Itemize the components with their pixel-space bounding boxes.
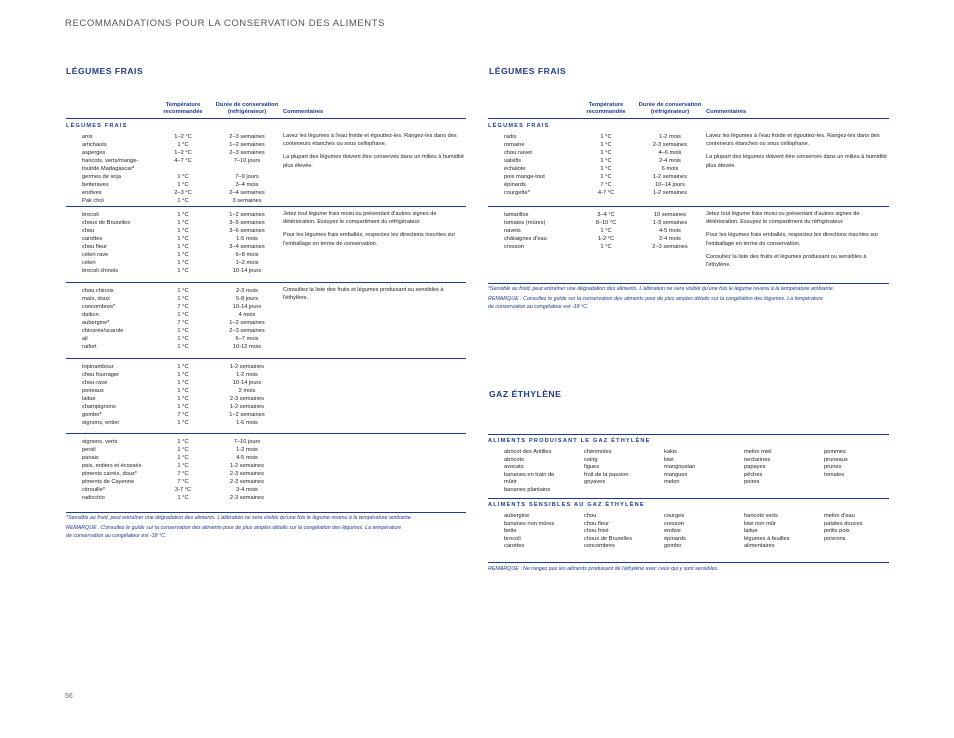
vegetable-name: germes de soja: [82, 174, 121, 180]
temperature-value: 1 °C: [177, 463, 189, 469]
duration-value: 1-2 semaines: [652, 190, 688, 196]
temperature-value: 1 °C: [177, 182, 189, 188]
list-item: papayes: [744, 464, 766, 471]
duration-value: 1-2 semaines: [652, 174, 688, 180]
left-freezer-note: REMARQUE : Consultez le guide sur la conservation des aliments pour de plus amples détails sur la congélation des légumes. La température de conservation au congélateur est -18 °C.: [66, 525, 402, 539]
comment-text: Lavez les légumes à l'eau froide et égouttez-les. Rangez-les dans des conteneurs étanches ou sous cellophane.: [283, 133, 457, 148]
list-item: pruneaux: [824, 456, 848, 463]
vegetable-name: tomates (mûres): [504, 220, 546, 226]
list-item: prunes: [824, 464, 842, 471]
duration-value: 1-2 mois: [659, 134, 681, 140]
temperature-value: 8–10 °C: [595, 220, 617, 226]
left-category-label: LÉGUMES FRAIS: [66, 123, 128, 129]
list-item: bananes non mûres: [504, 520, 555, 527]
ethylene-column: [664, 449, 695, 487]
temperature-value: 7 °C: [177, 304, 189, 310]
left-header-rule: [66, 118, 466, 119]
temperature-value: 1 °C: [600, 174, 612, 180]
duration-value: 1–2 semaines: [229, 320, 265, 326]
vegetable-name: céleri rave: [82, 252, 109, 258]
list-item: avocats: [504, 464, 524, 471]
duration-value: 2-3 semaines: [652, 142, 688, 148]
duration-value: 2–3 semaines: [229, 134, 265, 140]
vegetable-name: pois mange-tout: [504, 174, 545, 180]
temperature-value: 7 °C: [177, 320, 189, 326]
list-item: pommes: [824, 449, 846, 455]
vegetable-name: maïs, doux: [82, 296, 110, 302]
duration-value: 6–7 mois: [235, 336, 259, 342]
page-header: RECOMMANDATIONS POUR LA CONSERVATION DES ALIMENTS: [65, 18, 386, 29]
duration-value: 1-2 mois: [236, 447, 258, 453]
list-item: melon d'eau: [824, 513, 855, 519]
list-item: patates douces: [824, 520, 863, 527]
list-item: kiwi: [664, 456, 674, 463]
duration-value: 3-4 mois: [236, 487, 258, 493]
duration-value: 1–2 semaines: [229, 212, 265, 218]
temperature-value: 1 °C: [177, 447, 189, 453]
temperature-value: 7 °C: [177, 471, 189, 477]
left-group-comments: [283, 286, 467, 307]
right-group-comments: [706, 132, 890, 175]
list-item: épinards: [664, 535, 686, 542]
list-item: nectarines: [744, 456, 771, 463]
ethylene-sensitive-rule: [488, 498, 889, 499]
temperature-value: 1 °C: [600, 142, 612, 148]
list-item: carottes: [504, 543, 525, 550]
temperature-value: 1 °C: [177, 439, 189, 445]
duration-value: 3–6 semaines: [229, 228, 265, 234]
vegetable-name: champignons: [82, 404, 116, 410]
list-item: endive: [664, 528, 681, 535]
list-item: melon miel: [744, 449, 772, 455]
temperature-value: 1 °C: [177, 198, 189, 204]
vegetable-name: daikon: [82, 312, 99, 318]
temperature-value: 1 °C: [177, 268, 189, 274]
vegetable-name: panais: [82, 455, 99, 461]
vegetable-name: citrouille*: [82, 487, 106, 493]
duration-value: 1-5 mois: [236, 236, 258, 242]
duration-value: 10-14 jours: [232, 304, 262, 310]
list-item: bananes plantains: [504, 486, 551, 493]
vegetable-name: anis: [82, 134, 93, 140]
ethylene-storage-note: REMARQUE : Ne rangez pas les aliments produisant de l'éthylène avec ceux qui y sont sensibles.: [488, 566, 719, 572]
vegetable-name: radis: [504, 134, 517, 140]
vegetable-name: tamarillos: [504, 212, 529, 218]
list-item: gombo: [664, 543, 682, 550]
ethylene-column: [824, 449, 848, 479]
vegetable-name: asperges: [82, 150, 106, 156]
ethylene-section-title: GAZ ÉTHYLÈNE: [489, 389, 562, 399]
duration-value: 10-12 mois: [232, 344, 262, 350]
left-group-comments: [283, 210, 467, 253]
vegetable-name: chou: [82, 228, 95, 234]
temperature-value: 1–2 °C: [174, 150, 192, 156]
vegetable-name: piments de Cayenne: [82, 479, 135, 485]
list-item: mûrir: [504, 479, 517, 486]
list-item: kakis: [664, 449, 677, 455]
left-cold-sensitive-note: *Sensible au froid, peut entraîner une dégradation des aliments. L'altération ne sera visible qu'une fois le légume revenu à la température ambiante.: [66, 515, 413, 521]
temperature-value: 1 °C: [177, 455, 189, 461]
duration-value: 1-2 mois: [236, 372, 258, 378]
temperature-value: 1 °C: [177, 372, 189, 378]
ethylene-producing-rule: [488, 434, 889, 435]
temperature-value: 1 °C: [177, 142, 189, 148]
duration-value: 1–2 semaines: [229, 412, 265, 418]
list-item: bette: [504, 528, 517, 535]
temperature-value: 1 °C: [177, 344, 189, 350]
vegetable-name: haricots, verts/mange-: [82, 158, 139, 164]
vegetable-name: romaine: [504, 142, 525, 148]
list-item: mangoustan: [664, 464, 696, 471]
vegetable-name: chou fleur: [82, 244, 107, 250]
list-item: brocoli: [504, 535, 521, 542]
ethylene-column: [584, 449, 629, 487]
page-number: 56: [65, 693, 73, 700]
vegetable-name: radicchio: [82, 495, 105, 501]
comment-text: Pour les légumes frais emballés, respectez les directions inscrites sur l'emballage en terme de conservation.: [706, 232, 879, 247]
vegetable-name: brocoli: [82, 212, 99, 218]
duration-value: 1–2 semaines: [229, 142, 265, 148]
list-item: fruit de la passion: [584, 471, 629, 478]
temperature-value: 1 °C: [177, 236, 189, 242]
list-item: abricot des Antilles: [504, 449, 552, 455]
duration-value: 3 semaines: [232, 198, 262, 204]
ethylene-column: [824, 513, 863, 543]
list-item: chou fleur: [584, 520, 609, 527]
temperature-value: 1 °C: [177, 288, 189, 294]
list-item: figues: [584, 464, 600, 471]
ethylene-column: [504, 513, 554, 551]
duration-value: 2–3 semaines: [229, 328, 265, 334]
duration-value: 10 semaines: [653, 212, 687, 218]
temperature-value: 1 °C: [177, 260, 189, 266]
duration-value: 2-4 mois: [659, 158, 681, 164]
temperature-value: 1 °C: [177, 420, 189, 426]
vegetable-name: artichauts: [82, 142, 107, 148]
list-item: mangues: [664, 471, 688, 478]
left-section-title: LÉGUMES FRAIS: [66, 66, 144, 76]
ethylene-sensitive-label: ALIMENTS SENSIBLES AU GAZ ÉTHYLÈNE: [488, 502, 645, 508]
vegetable-name: chou-rave: [82, 380, 108, 386]
temperature-value: 1 °C: [177, 228, 189, 234]
vegetable-name: oignons, verts: [82, 439, 118, 445]
duration-value: 4 mois: [238, 312, 256, 318]
list-item: légumes à feuilles: [744, 535, 790, 542]
temperature-value: 1–2 °C: [174, 134, 192, 140]
temperature-value: 4–7 °C: [174, 158, 192, 164]
right-header-rule: [488, 118, 889, 119]
list-item: petits pois: [824, 528, 850, 535]
ethylene-column: [744, 449, 772, 487]
list-item: haricots verts: [744, 513, 778, 519]
vegetable-name: chicorée/scarole: [82, 328, 124, 334]
right-notes: [488, 286, 898, 314]
vegetable-name: piments carrés, doux*: [82, 471, 138, 477]
list-item: kiwi non mûr: [744, 520, 776, 527]
vegetable-name: raifort: [82, 344, 97, 350]
list-item: poivrons: [824, 535, 846, 542]
duration-value: 6 mois: [661, 166, 679, 172]
list-item: tomates: [824, 471, 845, 478]
vegetable-name: gombo*: [82, 412, 102, 418]
duration-value: 3–4 semaines: [229, 244, 265, 250]
duration-value: 1-2 semaines: [229, 463, 265, 469]
list-item: courges: [664, 513, 685, 519]
temperature-value: 1 °C: [600, 244, 612, 250]
duration-value: 3–4 mois: [235, 182, 259, 188]
right-category-label: LÉGUMES FRAIS: [488, 123, 550, 129]
temperature-value: 4-7 °C: [597, 190, 615, 196]
right-section-title: LÉGUMES FRAIS: [489, 66, 567, 76]
duration-value: 6–8 mois: [235, 252, 259, 258]
duration-value: 2–4 semaines: [229, 190, 265, 196]
right-group-rule: [488, 206, 889, 207]
list-item: goyaves: [584, 479, 606, 486]
temperature-value: 1-2 °C: [597, 236, 615, 242]
temperature-value: 1 °C: [177, 380, 189, 386]
duration-value: 1-2 semaines: [229, 364, 265, 370]
vegetable-name: chou chinois: [82, 288, 114, 294]
temperature-value: 1 °C: [177, 296, 189, 302]
vegetable-name: navets: [504, 228, 521, 234]
list-item: chou frisé: [584, 528, 609, 535]
temperature-value: 7 °C: [177, 412, 189, 418]
list-item: laitue: [744, 528, 758, 535]
vegetable-name: échalote: [504, 166, 526, 172]
duration-value: 4–6 mois: [658, 150, 682, 156]
vegetable-name: laitue: [82, 396, 96, 402]
duration-value: 7–10 jours: [233, 158, 261, 164]
list-item: alimentaires: [744, 543, 775, 550]
temperature-value: 1 °C: [177, 244, 189, 250]
list-item: abricots: [504, 456, 524, 463]
temperature-value: 3-7 °C: [174, 487, 192, 493]
vegetable-name: chou navet: [504, 150, 532, 156]
duration-value: 7–9 jours: [235, 174, 259, 180]
vegetable-name: aubergine*: [82, 320, 110, 326]
list-item: aubergine: [504, 513, 530, 519]
duration-value: 2-4 mois: [659, 236, 681, 242]
vegetable-name: cresson: [504, 244, 524, 250]
temperature-value: 1 °C: [177, 312, 189, 318]
vegetable-name: betteraves: [82, 182, 109, 188]
duration-value: 4-5 mois: [659, 228, 681, 234]
duration-value: 2-3 mois: [236, 288, 258, 294]
temperature-value: 1 °C: [600, 228, 612, 234]
list-item: chérimoles: [584, 449, 612, 455]
left-notes-rule: [66, 512, 466, 513]
temperature-value: 1 °C: [600, 150, 612, 156]
duration-value: 4-5 mois: [236, 455, 258, 461]
duration-value: 2 mois: [238, 388, 256, 394]
right-col-comments-header: Commentaires: [706, 109, 747, 115]
vegetable-name: brocoli chinois: [82, 268, 119, 274]
right-cold-sensitive-note: *Sensible au froid, peut entraîner une dégradation des aliments. L'altération ne sera visible qu'une fois le légume revenu à la température ambiante.: [488, 286, 835, 292]
right-col-duration-header: Durée de conservation (réfrigérateur): [638, 102, 702, 115]
comment-text: Consultez la liste des fruits et légumes produisant ou sensibles à l'éthylène.: [283, 287, 444, 302]
vegetable-name: concombres*: [82, 304, 116, 310]
left-group-rule: [66, 358, 466, 359]
duration-value: 2–3 semaines: [229, 150, 265, 156]
ethylene-note-rule: [488, 562, 889, 563]
right-freezer-note: REMARQUE : Consultez le guide sur la conservation des aliments pour de plus amples détails sur la congélation des légumes. La température de conservation au congélateur est -18 °C.: [488, 296, 824, 310]
duration-value: 1-6 mois: [236, 420, 258, 426]
vegetable-name: chou fourrager: [82, 372, 119, 378]
vegetable-name: carottes: [82, 236, 103, 242]
duration-value: 10-14 jours: [232, 268, 262, 274]
duration-value: 2-3 semaines: [229, 479, 265, 485]
temperature-value: 3–4 °C: [597, 212, 615, 218]
temperature-value: 1 °C: [600, 166, 612, 172]
temperature-value: 1 °C: [177, 495, 189, 501]
ethylene-sensitive-list: [504, 513, 894, 553]
vegetable-name: courgette*: [504, 190, 530, 196]
vegetable-name: tout/de Madagascar*: [82, 166, 135, 172]
vegetable-name: pois, entiers et écossés: [82, 463, 142, 469]
vegetable-name: endives: [82, 190, 102, 196]
left-group-rule: [66, 282, 466, 283]
ethylene-column: [504, 449, 554, 495]
ethylene-column: [584, 513, 632, 551]
duration-value: 1-2 semaines: [229, 404, 265, 410]
temperature-value: 1 °C: [177, 388, 189, 394]
comment-text: La plupart des légumes doivent être conservés dans un milieu à humidité plus élevée.: [706, 154, 887, 169]
ethylene-producing-label: ALIMENTS PRODUISANT LE GAZ ÉTHYLÈNE: [488, 438, 651, 444]
temperature-value: 1 °C: [177, 220, 189, 226]
temperature-value: 1 °C: [177, 174, 189, 180]
vegetable-name: oignons, entier: [82, 420, 120, 426]
list-item: chou: [584, 513, 597, 519]
comment-text: Pour les légumes frais emballés, respectez les directions inscrites sur l'emballage en terme de conservation.: [283, 232, 456, 247]
list-item: cresson: [664, 520, 684, 527]
temperature-value: 1 °C: [600, 134, 612, 140]
list-item: choux de Bruxelles: [584, 535, 633, 542]
duration-value: 10–14 jours: [655, 182, 685, 188]
list-item: coing: [584, 456, 598, 463]
right-group-comments: [706, 210, 890, 274]
temperature-value: 1 °C: [177, 252, 189, 258]
duration-value: 2-3 semaines: [229, 396, 265, 402]
duration-value: 1-3 semaines: [652, 220, 688, 226]
left-notes: [66, 515, 471, 543]
list-item: melon: [664, 479, 680, 486]
vegetable-name: persil: [82, 447, 96, 453]
temperature-value: 7 °C: [177, 479, 189, 485]
vegetable-name: châtaignes d'eau: [504, 236, 547, 242]
left-col-temperature-header: Température recommandée: [163, 102, 203, 115]
temperature-value: 7 °C: [600, 182, 612, 188]
right-notes-rule: [488, 283, 889, 284]
ethylene-producing-list: [504, 449, 894, 497]
list-item: poires: [744, 479, 760, 486]
temperature-value: 1 °C: [177, 404, 189, 410]
temperature-value: 1 °C: [177, 336, 189, 342]
vegetable-name: choux de Bruxelles: [82, 220, 131, 226]
duration-value: 2-3 semaines: [229, 471, 265, 477]
comment-text: Jetez tout légume frais moisi ou présentant d'autres signes de détérioration. Essuyez le compartiment du réfrigérateur.: [706, 211, 860, 226]
comment-text: Consultez la liste des fruits et légumes produisant ou sensibles à l'éthylène.: [706, 253, 867, 269]
left-group-comments: [283, 132, 467, 175]
duration-value: 1–2 mois: [235, 260, 259, 266]
comment-text: Jetez tout légume frais moisi ou présentant d'autres signes de détérioration. Essuyez le compartiment du réfrigérateur.: [283, 211, 437, 226]
temperature-value: 1 °C: [177, 396, 189, 402]
list-item: concombres: [584, 543, 615, 550]
right-col-temperature-header: Température recommandée: [586, 102, 626, 115]
vegetable-name: poireaux: [82, 388, 104, 394]
duration-value: 2–3 semaines: [652, 244, 688, 250]
vegetable-name: épinards: [504, 182, 526, 188]
list-item: pêches: [744, 471, 763, 478]
list-item: bananes en train de: [504, 471, 555, 478]
temperature-value: 1 °C: [177, 328, 189, 334]
temperature-value: 1 °C: [177, 212, 189, 218]
duration-value: 5-8 jours: [235, 296, 259, 302]
vegetable-name: ail: [82, 336, 88, 342]
left-col-duration-header: Durée de conservation (réfrigérateur): [215, 102, 279, 115]
duration-value: 3–5 semaines: [229, 220, 265, 226]
vegetable-name: salsifis: [504, 158, 522, 164]
vegetable-name: Pak choi: [82, 198, 104, 204]
duration-value: 10-14 jours: [232, 380, 262, 386]
left-group-rule: [66, 433, 466, 434]
comment-text: Lavez les légumes à l'eau froide et égouttez-les. Rangez-les dans des conteneurs étanches ou sous cellophane.: [706, 133, 880, 148]
vegetable-name: topinambour: [82, 364, 114, 370]
duration-value: 2-3 semaines: [229, 495, 265, 501]
left-group-rule: [66, 206, 466, 207]
comment-text: La plupart des légumes doivent être conservés dans un milieu à humidité plus élevée.: [283, 154, 464, 169]
temperature-value: 1 °C: [600, 158, 612, 164]
ethylene-column: [664, 513, 686, 551]
temperature-value: 2–3 °C: [174, 190, 192, 196]
left-col-comments-header: Commentaires: [283, 109, 324, 115]
duration-value: 7–10 jours: [233, 439, 261, 445]
ethylene-column: [744, 513, 790, 551]
temperature-value: 1 °C: [177, 364, 189, 370]
vegetable-name: céleri: [82, 260, 96, 266]
